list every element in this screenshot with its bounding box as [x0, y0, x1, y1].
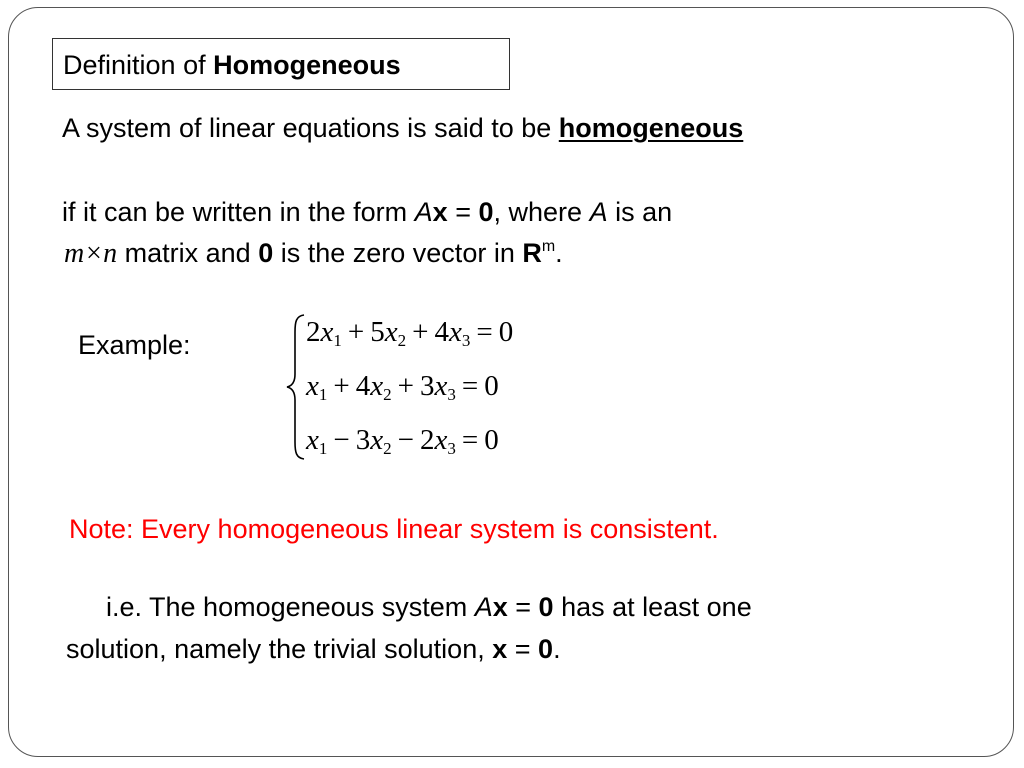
matrix-A: A: [414, 197, 433, 227]
operator: +: [397, 370, 414, 402]
zero-vector-2: 0: [258, 238, 274, 268]
definition-line-2: [62, 196, 672, 228]
definition-text: A system of linear equations is said to be: [62, 113, 559, 143]
variable: x: [370, 370, 384, 402]
variable: x: [306, 370, 319, 402]
variable: x: [370, 424, 384, 456]
equals-sign: =: [447, 197, 479, 227]
operator: −: [333, 424, 350, 456]
operator: −: [397, 424, 414, 456]
zero-vector-text: is the zero vector in: [273, 238, 523, 268]
zero-vector: 0: [538, 592, 554, 622]
subscript: 3: [447, 439, 456, 458]
note-consistent: Note: Every homogeneous linear system is consistent.: [69, 514, 719, 544]
period: .: [555, 238, 563, 268]
subscript: 3: [447, 385, 456, 404]
homogeneous-term: homogeneous: [558, 113, 744, 143]
definition-title-box: [52, 38, 510, 90]
real-space-R: R: [522, 238, 542, 268]
subscript: 1: [318, 439, 328, 458]
vector-x: x: [432, 197, 448, 227]
matrix-and-text: matrix and: [124, 238, 259, 268]
exponent-m: m: [541, 238, 556, 255]
ie-line-2: [66, 633, 561, 665]
ie-line-1: [106, 591, 752, 623]
equation-row: [306, 316, 514, 350]
right-hand-side: 0: [484, 370, 499, 402]
at-least-one-text: has at least one: [553, 592, 752, 622]
ie-text: i.e. The homogeneous system: [106, 592, 475, 622]
equals-sign: =: [461, 370, 479, 402]
operator: +: [347, 316, 365, 348]
vector-x: x: [492, 634, 508, 664]
title-prefix: Definition of: [63, 50, 214, 80]
title-term: Homogeneous: [213, 50, 401, 80]
right-hand-side: 0: [484, 424, 499, 456]
definition-form-text: if it can be written in the form: [62, 197, 415, 227]
m-by-n: m×n: [64, 238, 118, 269]
matrix-A: A: [474, 592, 493, 622]
equals-sign: =: [461, 424, 479, 456]
zero-vector: 0: [478, 197, 494, 227]
coefficient: 2: [306, 316, 321, 348]
matrix-A-ref: A: [589, 197, 608, 227]
example-label: Example:: [78, 330, 191, 360]
coefficient: 4: [434, 316, 449, 348]
is-an-text: is an: [607, 197, 673, 227]
zero-vector: 0: [538, 634, 554, 664]
equals-sign: =: [476, 316, 493, 348]
operator: +: [412, 316, 429, 348]
variable: x: [448, 316, 462, 348]
subscript: 2: [383, 439, 392, 458]
subscript: 2: [397, 331, 407, 350]
coefficient: 3: [419, 370, 435, 402]
right-hand-side: 0: [498, 316, 514, 348]
variable: x: [306, 424, 319, 456]
equals-sign: =: [507, 634, 539, 664]
equation-row: [306, 424, 499, 458]
subscript: 1: [333, 331, 342, 350]
vector-x: x: [492, 592, 508, 622]
variable: x: [320, 316, 334, 348]
coefficient: 3: [355, 424, 371, 456]
variable: x: [434, 370, 448, 402]
coefficient: 2: [419, 424, 435, 456]
coefficient: 5: [370, 316, 385, 348]
trivial-solution-text: solution, namely the trivial solution,: [66, 634, 493, 664]
subscript: 2: [383, 385, 392, 404]
subscript: 3: [461, 331, 471, 350]
system-brace: [284, 312, 308, 462]
variable: x: [434, 424, 448, 456]
equals-sign: =: [507, 592, 539, 622]
operator: +: [333, 370, 350, 402]
coefficient: 4: [355, 370, 371, 402]
equation-row: [306, 370, 499, 404]
variable: x: [384, 316, 398, 348]
definition-line-3: [64, 237, 563, 271]
period: .: [553, 634, 561, 664]
subscript: 1: [318, 385, 328, 404]
where-text: , where: [493, 197, 590, 227]
definition-line-1: [62, 112, 743, 144]
